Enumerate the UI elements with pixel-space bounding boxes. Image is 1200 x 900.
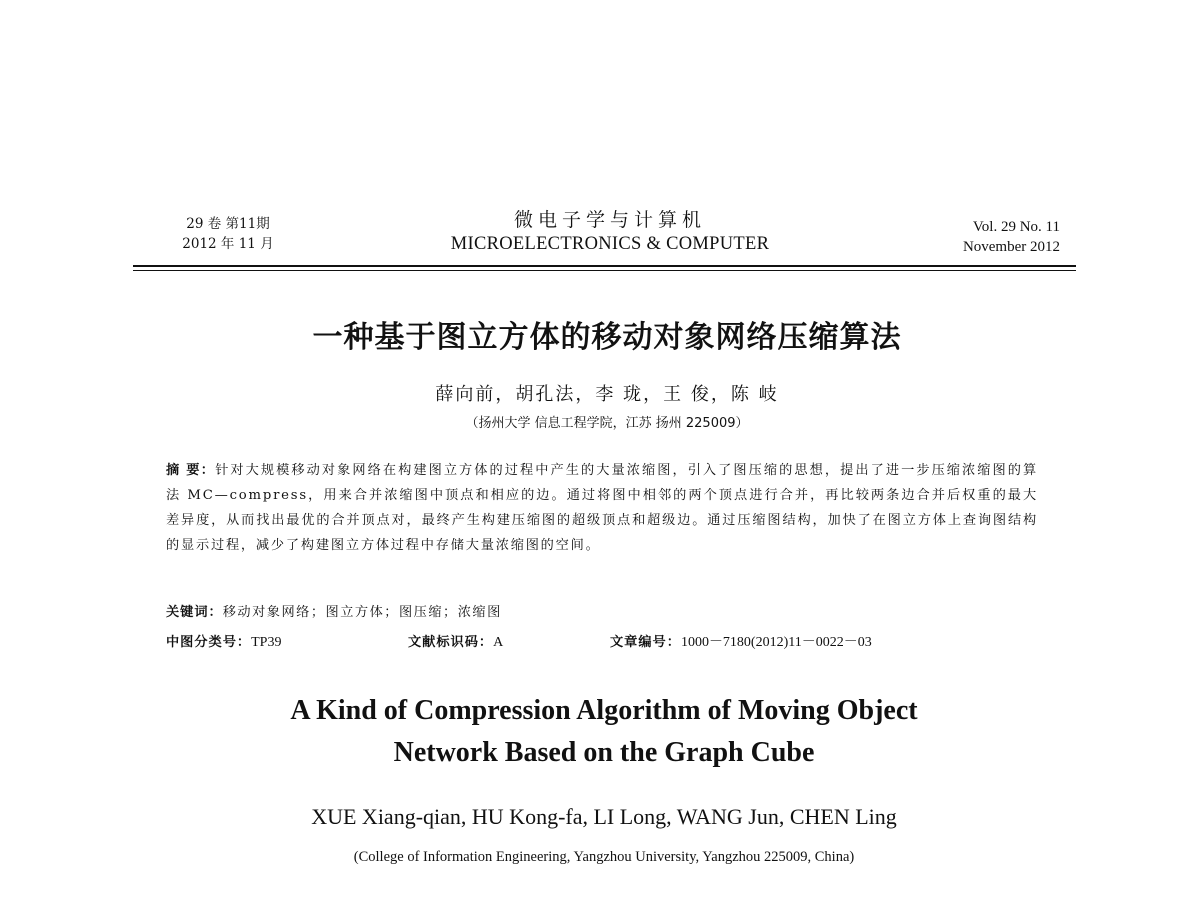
- issue-info-cn: [148, 214, 308, 254]
- paper-title-en-line2: Network Based on the Graph Cube: [393, 737, 815, 768]
- cutoff-text-line: [172, 893, 792, 900]
- article-number-label: 文章编号：: [610, 635, 681, 650]
- article-number-value: 1000－7180(2012)11－0022－03: [680, 635, 872, 650]
- doc-code-label: 文献标识码：: [408, 635, 494, 650]
- affiliation-cn: （扬州大学 信息工程学院，江苏 扬州 225009）: [465, 416, 749, 431]
- journal-name: [400, 207, 820, 255]
- keywords-cn: [166, 602, 1038, 624]
- paper-title-cn: 一种基于图立方体的移动对象网络压缩算法: [312, 320, 902, 355]
- clc-number: [166, 632, 281, 654]
- keywords-label: 关键词：: [166, 605, 223, 620]
- abstract-cn: [166, 458, 1038, 558]
- journal-name-en: MICROELECTRONICS & COMPUTER: [450, 234, 770, 254]
- journal-name-cn: 微电子学与计算机: [513, 209, 706, 231]
- clc-value: TP39: [251, 635, 282, 650]
- paper-title-en: [0, 690, 1200, 774]
- paper-title-en-line1: A Kind of Compression Algorithm of Moving Object: [290, 695, 918, 726]
- authors-cn: 薛向前，胡孔法，李 珑，王 俊，陈 岐: [435, 384, 779, 405]
- article-number: [610, 632, 872, 654]
- header-rule-thin: [133, 270, 1076, 271]
- issue-info-en: [900, 217, 1090, 257]
- document-code: [408, 632, 503, 654]
- abstract-text: 针对大规模移动对象网络在构建图立方体的过程中产生的大量浓缩图，引入了图压缩的思想，提出了进一步压缩浓缩图的算法 MC—compress，用来合并浓缩图中顶点和相应的边。通过将图中相邻的两个顶点进行合并，再比较两条边合并后权重的最大差异度，从而找出最优的合并顶点对，最终产生构建压缩图的超级顶点和超级边。通过压缩图结构，加快了在图立方体上查询图结构的显示过程，减少了构建图立方体过程中存储大量浓缩图的空间。: [166, 463, 1039, 553]
- abstract-label: 摘 要：: [166, 463, 216, 478]
- issue-date-cn: 2012 年 11 月: [182, 236, 274, 252]
- issue-date-en: November 2012: [962, 239, 1060, 255]
- header-rule-thick: [133, 265, 1076, 267]
- issue-volume-en: Vol. 29 No. 11: [972, 219, 1060, 235]
- affiliation-en: (College of Information Engineering, Yangzhou University, Yangzhou 225009, China): [353, 849, 855, 865]
- authors-en: XUE Xiang-qian, HU Kong-fa, LI Long, WANG Jun, CHEN Ling: [311, 804, 897, 829]
- doc-code-value: A: [493, 635, 504, 650]
- classification-row: [166, 632, 1038, 654]
- issue-volume-cn: 29 卷 第11期: [186, 216, 270, 232]
- keywords-text: 移动对象网络；图立方体；图压缩；浓缩图: [222, 605, 502, 620]
- clc-label: 中图分类号：: [166, 635, 252, 650]
